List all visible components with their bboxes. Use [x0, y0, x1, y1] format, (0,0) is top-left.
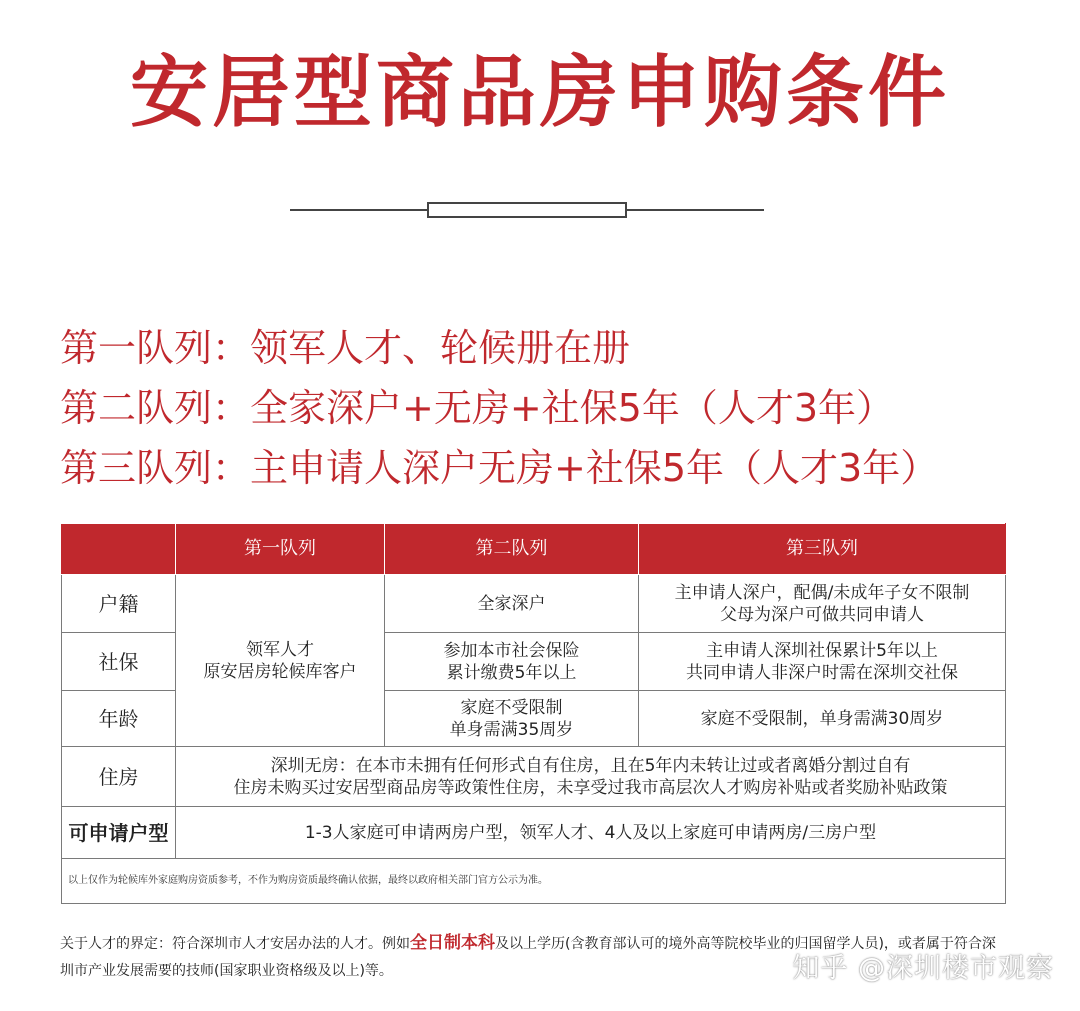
q1-line-1: 领军人才	[246, 639, 314, 660]
huji-q3-line-1: 主申请人深户，配偶/未成年子女不限制	[674, 582, 970, 603]
header-queue-1: 第一队列	[176, 524, 385, 575]
title-divider	[290, 202, 764, 218]
queue-line-1: 第一队列：领军人才、轮候册在册	[60, 326, 631, 370]
housing-line-2: 住房未购买过安居型商品房等政策性住房，未享受过我市高层次人才购房补贴或者奖励补贴政策	[233, 777, 948, 798]
divider-box	[427, 202, 627, 218]
housing-line-1: 深圳无房：在本市未拥有任何形式自有住房，且在5年内未转让过或者离婚分割过自有	[270, 755, 911, 776]
shebao-q3	[639, 633, 1006, 691]
age-q2-line-2: 单身需满35周岁	[449, 719, 574, 740]
header-queue-2: 第二队列	[385, 524, 639, 575]
age-q2	[385, 691, 639, 747]
table-row-huji	[62, 575, 1006, 633]
table-note: 以上仅作为轮候库外家庭购房资质参考，不作为购房资质最终确认依据，最终以政府相关部门官方公示为准。	[62, 859, 1006, 904]
shebao-q3-line-1: 主申请人深圳社保累计5年以上	[706, 640, 938, 661]
watermark: 知乎 @深圳楼市观察	[792, 953, 1054, 984]
page-title: 安居型商品房申购条件	[129, 48, 950, 138]
row-label-unit-type: 可申请户型	[62, 807, 176, 859]
queue-line-3: 第三队列：主申请人深户无房+社保5年（人才3年）	[60, 446, 939, 490]
huji-q3	[639, 575, 1006, 633]
age-q2-line-1: 家庭不受限制	[460, 697, 563, 718]
housing-text	[176, 747, 1006, 807]
row-label-age: 年龄	[62, 691, 176, 747]
footer-line-2: 圳市产业发展需要的技师(国家职业资格级及以上)等。	[60, 963, 393, 979]
queue-summary	[60, 318, 1060, 498]
age-q3: 家庭不受限制，单身需满30周岁	[639, 691, 1006, 747]
shebao-q2	[385, 633, 639, 691]
footer-line-1-start: 关于人才的界定：符合深圳市人才安居办法的人才。例如	[60, 936, 410, 952]
huji-q3-line-2: 父母为深户可做共同申请人	[720, 604, 924, 625]
q1-line-2: 原安居房轮候库客户	[203, 661, 357, 682]
table-row-note	[62, 859, 1006, 904]
unit-type-text: 1-3人家庭可申请两房户型，领军人才、4人及以上家庭可申请两房/三房户型	[176, 807, 1006, 859]
row-label-shebao: 社保	[62, 633, 176, 691]
row-label-housing: 住房	[62, 747, 176, 807]
header-corner	[62, 524, 176, 575]
q1-merged-cell	[176, 575, 385, 747]
footer-line-1-end: 及以上学历(含教育部认可的境外高等院校毕业的归国留学人员)，或者属于符合深	[495, 936, 996, 952]
shebao-q2-line-2: 累计缴费5年以上	[446, 662, 577, 683]
shebao-q3-line-2: 共同申请人非深户时需在深圳交社保	[686, 662, 958, 683]
table-row-unit-type	[62, 807, 1006, 859]
shebao-q2-line-1: 参加本市社会保险	[443, 640, 580, 661]
queue-line-2: 第二队列：全家深户+无房+社保5年（人才3年）	[60, 386, 895, 430]
header-queue-3: 第三队列	[639, 524, 1006, 575]
table-header-row	[62, 524, 1006, 575]
huji-q2: 全家深户	[385, 575, 639, 633]
table-row-housing	[62, 747, 1006, 807]
conditions-table	[61, 523, 1006, 904]
footer-highlight: 全日制本科	[410, 933, 495, 953]
row-label-huji: 户籍	[62, 575, 176, 633]
